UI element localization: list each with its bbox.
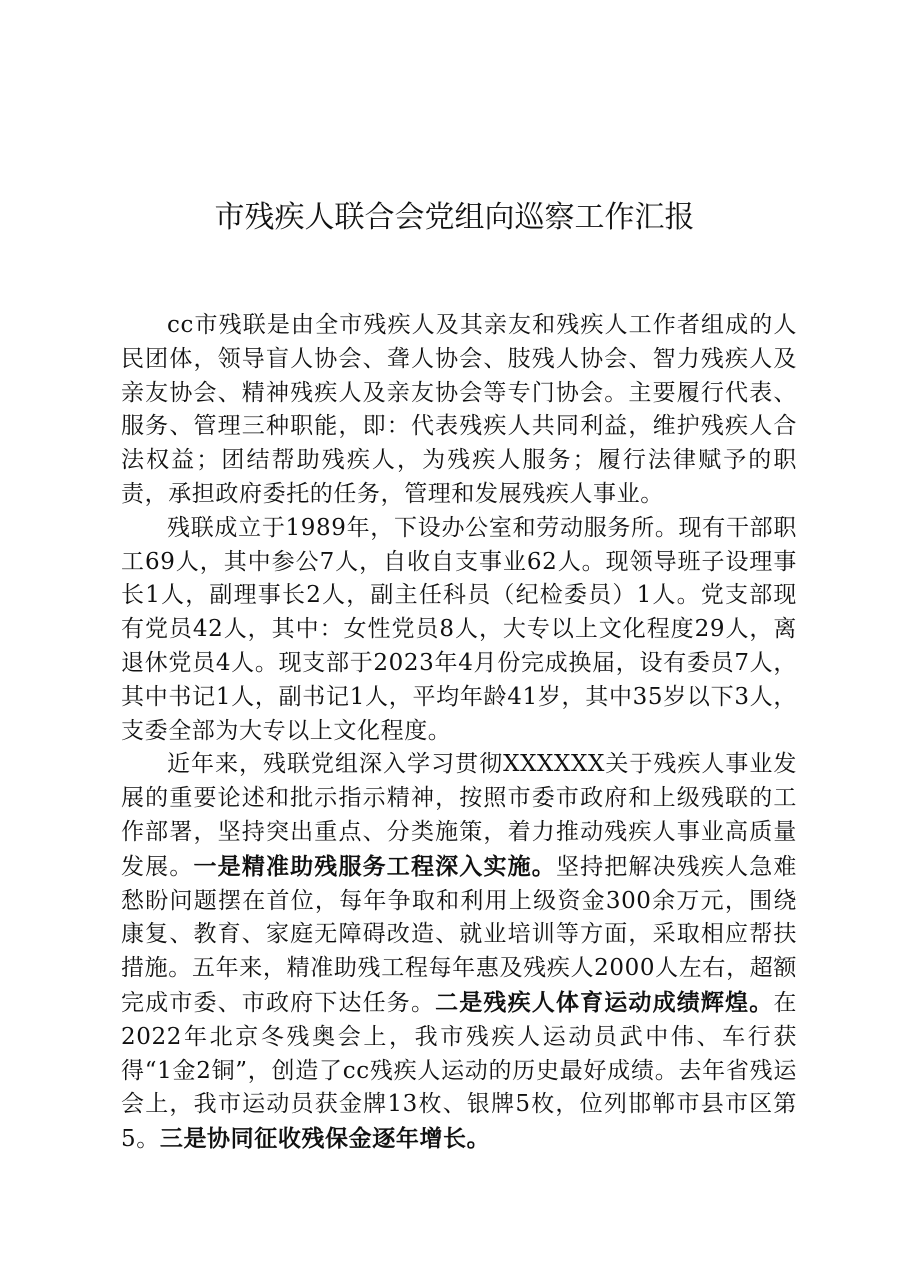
- paragraph-2: [121, 512, 797, 749]
- document-title: 市残疾人联合会党组向巡察工作汇报: [214, 200, 695, 235]
- document-body: [121, 309, 797, 1157]
- point-two-text: 在2022年北京冬残奥会上，我市残疾人运动员武中伟、车行获得“1金2铜”，创造了cc残疾人运动的历史最好成绩。去年省残运会上，我市运动员获金牌13枚、银牌5枚，位列邯郸市县市区第5。: [121, 989, 797, 1153]
- paragraph-2-text: 残联成立于1989年，下设办公室和劳动服务所。现有干部职工69人，其中参公7人，自收自支事业62人。现领导班子设理事长1人，副理事长2人，副主任科员（纪检委员）1人。党支部现有党员42人，其中：女性党员8人，大专以上文化程度29人，离退休党员4人。现支部于2023年4月份完成换届，设有委员7人，其中书记1人，副书记1人，平均年龄41岁，其中35岁以下3人，支委全部为大专以上文化程度。: [121, 514, 797, 744]
- point-three-heading: 三是协同征收残保金逐年增长。: [159, 1125, 491, 1153]
- paragraph-3-intro: 近年来，残联党组深入学习贯彻XXXXXX关于残疾人事业发展的重要论述和批示指示精神，按照市委市政府和上级残联的工作部署，坚持突出重点、分类施策，着力推动残疾人事业高质量发展。: [121, 751, 797, 880]
- paragraph-3: [121, 748, 797, 1157]
- point-one-heading: 一是精准助残服务工程深入实施。: [193, 852, 556, 880]
- paragraph-1-text: cc市残联是由全市残疾人及其亲友和残疾人工作者组成的人民团体，领导盲人协会、聋人协会、肢残人协会、智力残疾人及亲友协会、精神残疾人及亲友协会等专门协会。主要履行代表、服务、管理三种职能，即：代表残疾人共同利益，维护残疾人合法权益；团结帮助残疾人，为残疾人服务；履行法律赋予的职责，承担政府委托的任务，管理和发展残疾人事业。: [121, 312, 797, 507]
- point-one-text: 坚持把解决残疾人急难愁盼问题摆在首位，每年争取和利用上级资金300余万元，围绕康复、教育、家庭无障碍改造、就业培训等方面，采取相应帮扶措施。五年来，精准助残工程每年惠及残疾人2000人左右，超额完成市委、市政府下达任务。: [121, 853, 797, 1016]
- point-two-heading: 二是残疾人体育运动成绩辉煌。: [435, 988, 774, 1016]
- paragraph-1: [121, 309, 797, 512]
